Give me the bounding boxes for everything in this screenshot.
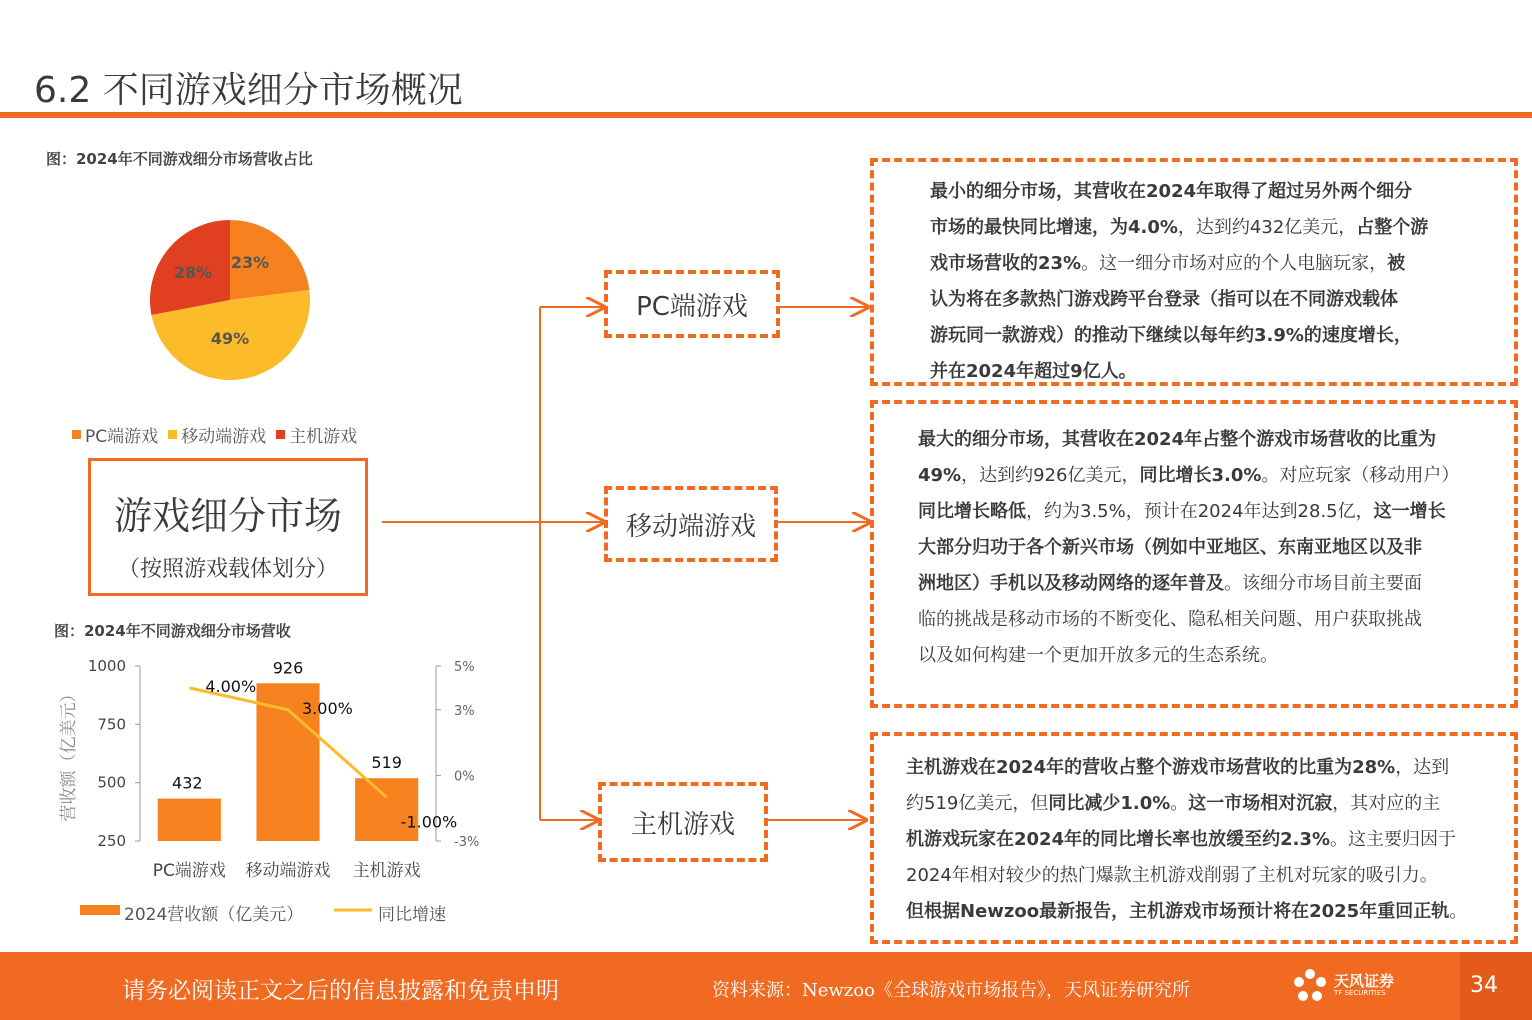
desc-line bbox=[906, 894, 1514, 930]
desc-run: 这一市场相对沉寂 bbox=[1188, 793, 1333, 814]
x-tick-label: 移动端游戏 bbox=[245, 861, 331, 881]
bar-2 bbox=[355, 778, 418, 841]
desc-run: 市场的最快同比增速，为4.0% bbox=[930, 217, 1178, 238]
desc-run: ，其对应的主 bbox=[1332, 793, 1441, 814]
desc-line bbox=[906, 750, 1514, 786]
desc-line bbox=[918, 638, 1514, 674]
desc-line bbox=[918, 458, 1514, 494]
bar-value-label: 926 bbox=[272, 658, 304, 678]
segment-label-console: 主机游戏 bbox=[630, 809, 735, 840]
footer-logo bbox=[1290, 966, 1394, 1006]
desc-run: 。这主要归因于 bbox=[1330, 829, 1457, 850]
desc-run: 但根据Newzoo最新报告，主机游戏市场预计将在2025年重回正轨 bbox=[906, 901, 1450, 922]
page-number: 34 bbox=[1470, 973, 1498, 998]
desc-text-mobile bbox=[918, 422, 1514, 674]
desc-run: 占整个游 bbox=[1356, 217, 1429, 238]
desc-box-console bbox=[870, 732, 1518, 944]
segment-box-pc bbox=[604, 270, 780, 338]
logo-flower-icon bbox=[1290, 966, 1330, 1006]
desc-run: 临的挑战是移动市场的不断变化、隐私相关问题、用户获取挑战 bbox=[918, 609, 1422, 630]
legend-label-pc: PC端游戏 bbox=[85, 427, 159, 447]
desc-line bbox=[918, 494, 1514, 530]
desc-box-mobile bbox=[870, 400, 1518, 708]
y-tick-label: 500 bbox=[97, 773, 126, 792]
desc-line bbox=[906, 822, 1514, 858]
pie-label-pc: 23% bbox=[230, 253, 270, 272]
desc-line bbox=[918, 566, 1514, 602]
desc-line bbox=[930, 246, 1514, 282]
desc-run: 。 bbox=[1170, 793, 1189, 814]
segment-box-mobile bbox=[604, 486, 778, 562]
root-subtitle: （按照游戏载体划分） bbox=[117, 557, 338, 582]
desc-run: 主机游戏在2024年的营收占整个游戏市场营收的比重为28% bbox=[906, 757, 1396, 778]
desc-run: 同比增长3.0% bbox=[1139, 465, 1262, 486]
desc-run: 。该细分市场目前主要面 bbox=[1224, 573, 1422, 594]
desc-run: 大部分归功于各个新兴市场（例如中亚地区、东南亚地区以及非 bbox=[918, 537, 1422, 558]
legend-label-mobile: 移动端游戏 bbox=[181, 427, 267, 447]
desc-run: 2024年相对较少的热门爆款主机游戏削弱了主机对玩家的吸引力。 bbox=[906, 865, 1438, 886]
desc-line bbox=[918, 422, 1514, 458]
bar-chart bbox=[0, 640, 520, 940]
desc-run: 被 bbox=[1387, 253, 1406, 274]
desc-text-pc bbox=[930, 174, 1514, 390]
logo-en-name: TF SECURITIES bbox=[1334, 989, 1386, 997]
line-value-label: 3.00% bbox=[302, 698, 353, 718]
desc-run: ，约为3.5%，预计在2024年达到28.5亿， bbox=[1026, 501, 1374, 522]
legend-label-growth: 同比增速 bbox=[378, 905, 446, 925]
footer-disclaimer: 请务必阅读正文之后的信息披露和免责申明 bbox=[122, 978, 559, 1004]
bar-caption: 图：2024年不同游戏细分市场营收 bbox=[54, 622, 291, 640]
desc-line bbox=[930, 210, 1514, 246]
desc-line bbox=[930, 354, 1514, 390]
desc-run: 戏市场营收的23% bbox=[930, 253, 1082, 274]
logo-name: 天风证券 bbox=[1334, 972, 1395, 990]
y2-tick-label: 3% bbox=[454, 703, 475, 719]
desc-run: 。 bbox=[1449, 901, 1468, 922]
desc-run: 约519亿美元，但 bbox=[906, 793, 1049, 814]
desc-text-console bbox=[906, 750, 1514, 930]
bar-value-label: 519 bbox=[371, 753, 402, 773]
line-value-label: -1.00% bbox=[400, 812, 458, 832]
desc-run: ，达到约926亿美元， bbox=[961, 465, 1140, 486]
page-title: 6.2 不同游戏细分市场概况 bbox=[34, 70, 463, 111]
desc-run: 同比减少1.0% bbox=[1048, 793, 1171, 814]
segment-label-mobile: 移动端游戏 bbox=[625, 511, 756, 542]
x-tick-label: 主机游戏 bbox=[352, 861, 421, 881]
desc-run: 。对应玩家（移动用户） bbox=[1261, 465, 1460, 486]
legend-label-revenue: 2024营收额（亿美元） bbox=[124, 905, 304, 925]
y-tick-label: 750 bbox=[97, 715, 126, 734]
desc-run: 洲地区）手机以及移动网络的逐年普及 bbox=[918, 573, 1224, 594]
desc-line bbox=[918, 602, 1514, 638]
legend-label-console: 主机游戏 bbox=[289, 427, 358, 447]
desc-run: 以及如何构建一个更加开放多元的生态系统。 bbox=[918, 645, 1278, 666]
desc-run: 最小的细分市场，其营收在2024年取得了超过另外两个细分 bbox=[930, 181, 1413, 202]
segment-box-console bbox=[598, 782, 768, 862]
y-tick-label: 250 bbox=[97, 832, 126, 850]
desc-box-pc bbox=[870, 158, 1518, 386]
root-title: 游戏细分市场 bbox=[113, 494, 342, 538]
desc-run: 这一增长 bbox=[1373, 501, 1446, 522]
desc-run: ，达到约432亿美元， bbox=[1177, 217, 1357, 238]
pie-label-mobile: 49% bbox=[210, 329, 250, 348]
desc-line bbox=[906, 786, 1514, 822]
pie-label-console: 28% bbox=[173, 263, 213, 282]
legend-swatch-revenue bbox=[80, 905, 120, 915]
desc-run: 最大的细分市场，其营收在2024年占整个游戏市场营收的比重为 bbox=[918, 429, 1437, 450]
y-tick-label: 1000 bbox=[87, 657, 126, 675]
desc-run: 机游戏玩家在2024年的同比增长率也放缓至约2.3% bbox=[906, 829, 1331, 850]
desc-run: 。这一细分市场对应的个人电脑玩家， bbox=[1081, 253, 1388, 274]
bar-value-label: 432 bbox=[172, 773, 203, 793]
desc-line bbox=[930, 282, 1514, 318]
desc-line bbox=[930, 174, 1514, 210]
line-value-label: 4.00% bbox=[205, 676, 257, 696]
desc-run: 同比增长略低 bbox=[918, 501, 1026, 522]
bar-0 bbox=[158, 799, 221, 841]
footer-source: 资料来源：Newzoo《全球游戏市场报告》，天风证券研究所 bbox=[712, 980, 1190, 1001]
desc-run: ，达到 bbox=[1395, 757, 1450, 778]
pie-caption: 图：2024年不同游戏细分市场营收占比 bbox=[46, 150, 313, 168]
y2-tick-label: 0% bbox=[454, 769, 475, 785]
desc-run: 49% bbox=[918, 465, 962, 486]
desc-run: 认为将在多款热门游戏跨平台登录（指可以在不同游戏载体 bbox=[930, 289, 1398, 310]
desc-run: 游玩同一款游戏）的推动下继续以每年约3.9%的速度增长， bbox=[930, 325, 1412, 346]
segment-label-pc: PC端游戏 bbox=[636, 291, 748, 322]
desc-line bbox=[930, 318, 1514, 354]
desc-line bbox=[918, 530, 1514, 566]
y2-tick-label: 5% bbox=[454, 660, 475, 675]
x-tick-label: PC端游戏 bbox=[152, 861, 226, 881]
desc-run: 并在2024年超过9亿人。 bbox=[930, 361, 1137, 382]
desc-line bbox=[906, 858, 1514, 894]
y2-tick-label: -3% bbox=[454, 835, 480, 850]
y-axis-title: 营收额（亿美元） bbox=[59, 685, 79, 822]
